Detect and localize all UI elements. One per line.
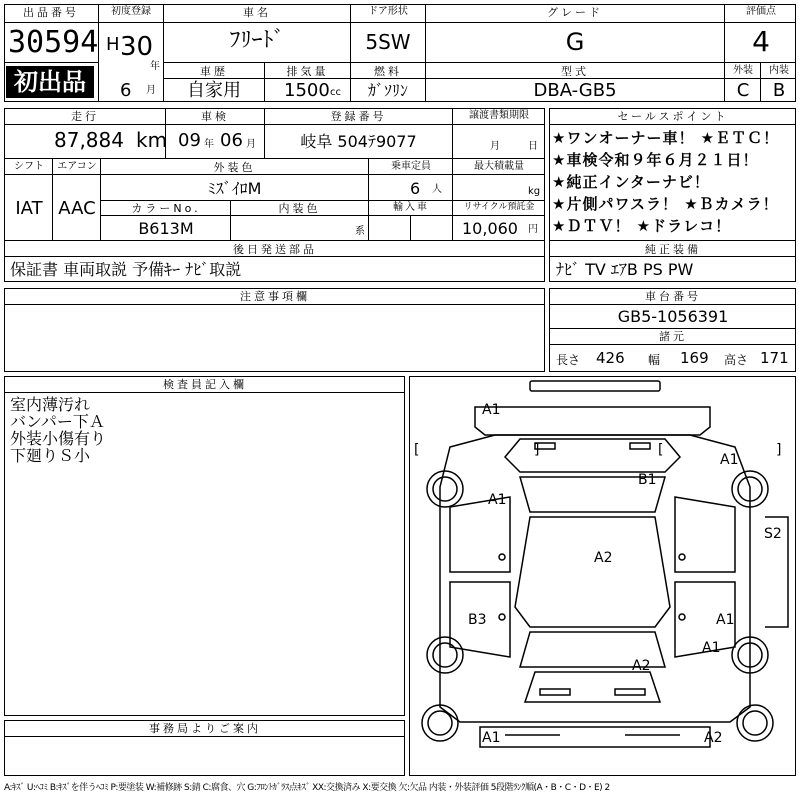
door-label: ドア形状 bbox=[368, 6, 408, 17]
damage-mark-rear-right: A1 bbox=[716, 612, 735, 628]
history: 自家用 bbox=[187, 80, 241, 101]
damage-diagram bbox=[409, 376, 796, 776]
inspection-year-unit: 年 bbox=[204, 139, 214, 150]
sales-points-label: セールスポイント bbox=[617, 110, 729, 123]
bracket-mark: [ bbox=[414, 442, 420, 458]
damage-mark-side-right: S2 bbox=[764, 526, 782, 542]
era: H bbox=[106, 34, 120, 55]
score: 4 bbox=[752, 25, 770, 58]
caution-label: 注意事項欄 bbox=[240, 290, 310, 303]
bracket-mark: ] bbox=[776, 442, 782, 458]
bracket-mark: ] bbox=[534, 442, 540, 458]
color-no-label: カラーNo. bbox=[131, 202, 201, 215]
aircon-label: エアコン bbox=[57, 161, 97, 172]
office-label: 事務局よりご案内 bbox=[149, 722, 261, 735]
sales-point-line: ★ＤＴＶ！ ★ドラレコ！ bbox=[552, 217, 732, 235]
damage-mark-rear-left: B3 bbox=[468, 612, 487, 628]
ext-grade: C bbox=[736, 80, 750, 101]
color-no: B613M bbox=[138, 219, 194, 238]
inspector-label: 検査員記入欄 bbox=[163, 378, 247, 391]
history-label: 車歴 bbox=[200, 65, 228, 78]
sales-point-line: ★純正インターナビ！ bbox=[552, 173, 710, 191]
displacement-label: 排気量 bbox=[286, 65, 329, 78]
model-label: 型式 bbox=[561, 65, 589, 78]
damage-mark-hood-left: A1 bbox=[488, 492, 507, 508]
plate-label: 登録番号 bbox=[330, 110, 387, 123]
shift: IAT bbox=[15, 198, 43, 219]
length: 426 bbox=[596, 349, 625, 367]
damage-mark-roof: B1 bbox=[638, 472, 657, 488]
recycle-label: リサイクル預託金 bbox=[463, 202, 535, 212]
exterior-color-label: 外装色 bbox=[213, 161, 256, 174]
damage-mark-cabin: A2 bbox=[594, 550, 613, 566]
damage-legend: A:ｷｽﾞ U:ﾍｺﾐ B:ｷｽﾞを伴うﾍｺﾐ P:要塗装 W:補修跡 S:錆 C:腐食、穴 G:ﾌﾛﾝﾄｶﾞﾗｽ点ｷｽﾞ XX:交換済み X:要交換 欠:欠品 内装・外装評価 5段階ﾗﾝｸ順(A・B・C・D・E) 2 bbox=[4, 783, 610, 793]
genuine-equipment: ﾅﾋﾞ TV ｴｱB PS PW bbox=[556, 260, 694, 279]
max-load-unit: kg bbox=[528, 186, 541, 197]
inspection-year: 09 bbox=[178, 130, 201, 151]
mileage: 87,884 bbox=[54, 128, 124, 152]
grade-label: グレード bbox=[547, 6, 603, 19]
transfer-day-unit: 日 bbox=[528, 141, 538, 152]
later-parts-label: 後日発送部品 bbox=[233, 243, 317, 256]
month-unit: 月 bbox=[146, 85, 156, 96]
score-label: 評価点 bbox=[746, 6, 776, 17]
plate-number: 岐阜 504ﾃ9077 bbox=[300, 132, 417, 151]
inspection-label: 車検 bbox=[201, 110, 229, 123]
mileage-unit: km bbox=[136, 128, 168, 152]
inspection-month-unit: 月 bbox=[246, 139, 256, 150]
registration-month: 6 bbox=[120, 80, 132, 101]
shift-label: シフト bbox=[14, 161, 44, 172]
inspection-month: 06 bbox=[220, 130, 243, 151]
ext-grade-label: 外装 bbox=[733, 65, 753, 76]
int-grade: B bbox=[772, 80, 786, 101]
height-label: 高さ bbox=[724, 353, 749, 367]
lot-number: 30594 bbox=[8, 25, 99, 60]
fuel: ｶﾞｿﾘﾝ bbox=[367, 81, 408, 100]
height: 171 bbox=[760, 349, 789, 367]
length-label: 長さ bbox=[556, 353, 581, 367]
inspector-note: 室内薄汚れ bbox=[10, 395, 91, 414]
inspector-note: 下廻りＳ小 bbox=[10, 446, 91, 465]
exterior-color: ﾐｽﾞｲﾛM bbox=[207, 179, 262, 198]
import-label: 輸入車 bbox=[393, 202, 429, 213]
car-outline-diagram bbox=[410, 377, 795, 775]
sales-point-line: ★車検令和９年６月２１日！ bbox=[552, 151, 759, 169]
first-listing-badge: 初出品 bbox=[6, 66, 94, 98]
damage-mark-front-fender-right: A1 bbox=[720, 452, 739, 468]
grade: G bbox=[565, 28, 585, 56]
sales-point-line: ★片側パワスラ！ ★Ｂカメラ！ bbox=[552, 195, 779, 213]
later-parts: 保証書 車両取説 予備ｷｰ ﾅﾋﾞ取説 bbox=[10, 260, 242, 279]
chassis-number: GB5-1056391 bbox=[617, 307, 729, 326]
displacement: 1500 bbox=[284, 80, 330, 101]
fuel-label: 燃料 bbox=[374, 65, 402, 78]
registration-year: 30 bbox=[120, 32, 154, 62]
damage-mark-rear-bumper-right: A2 bbox=[704, 730, 723, 746]
capacity-unit: 人 bbox=[432, 184, 442, 195]
inspector-note: 外装小傷有り bbox=[10, 429, 107, 448]
lot-number-label: 出品番号 bbox=[23, 6, 79, 19]
aircon: AAC bbox=[58, 198, 96, 219]
sales-point-line: ★ワンオーナー車！ ★ＥＴＣ！ bbox=[552, 129, 780, 147]
recycle-fee: 10,060 bbox=[462, 219, 518, 238]
genuine-equipment-label: 純正装備 bbox=[645, 243, 701, 256]
dims-label: 諸元 bbox=[659, 330, 687, 343]
transfer-month-unit: 月 bbox=[490, 141, 500, 152]
width-label: 幅 bbox=[648, 353, 661, 367]
first-registration-label: 初度登録 bbox=[111, 6, 151, 17]
int-grade-label: 内装 bbox=[769, 65, 789, 76]
recycle-unit: 円 bbox=[528, 224, 538, 235]
damage-mark-rear-hatch: A2 bbox=[632, 658, 651, 674]
year-unit: 年 bbox=[150, 61, 160, 72]
bracket-mark: [ bbox=[658, 442, 664, 458]
width: 169 bbox=[680, 349, 709, 367]
damage-mark-rear-right: A1 bbox=[702, 640, 721, 656]
car-name: ﾌﾘｰﾄﾞ bbox=[229, 28, 285, 53]
mileage-label: 走行 bbox=[71, 110, 99, 123]
chassis-label: 車台番号 bbox=[645, 290, 701, 303]
inspector-note: バンパー下Ａ bbox=[10, 412, 105, 431]
transfer-deadline-label: 譲渡書類期限 bbox=[469, 110, 529, 121]
interior-color-unit: 系 bbox=[355, 226, 365, 237]
capacity: 6 bbox=[410, 179, 421, 198]
damage-mark-rear-bumper-left: A1 bbox=[482, 730, 501, 746]
capacity-label: 乗車定員 bbox=[391, 161, 431, 172]
interior-color-label: 内装色 bbox=[278, 202, 321, 215]
max-load-label: 最大積載量 bbox=[474, 161, 524, 172]
door-type: 5SW bbox=[365, 30, 411, 54]
displacement-unit: cc bbox=[330, 87, 341, 98]
car-name-label: 車名 bbox=[243, 6, 271, 19]
model: DBA-GB5 bbox=[533, 80, 617, 101]
damage-mark-front-bumper: A1 bbox=[482, 402, 501, 418]
